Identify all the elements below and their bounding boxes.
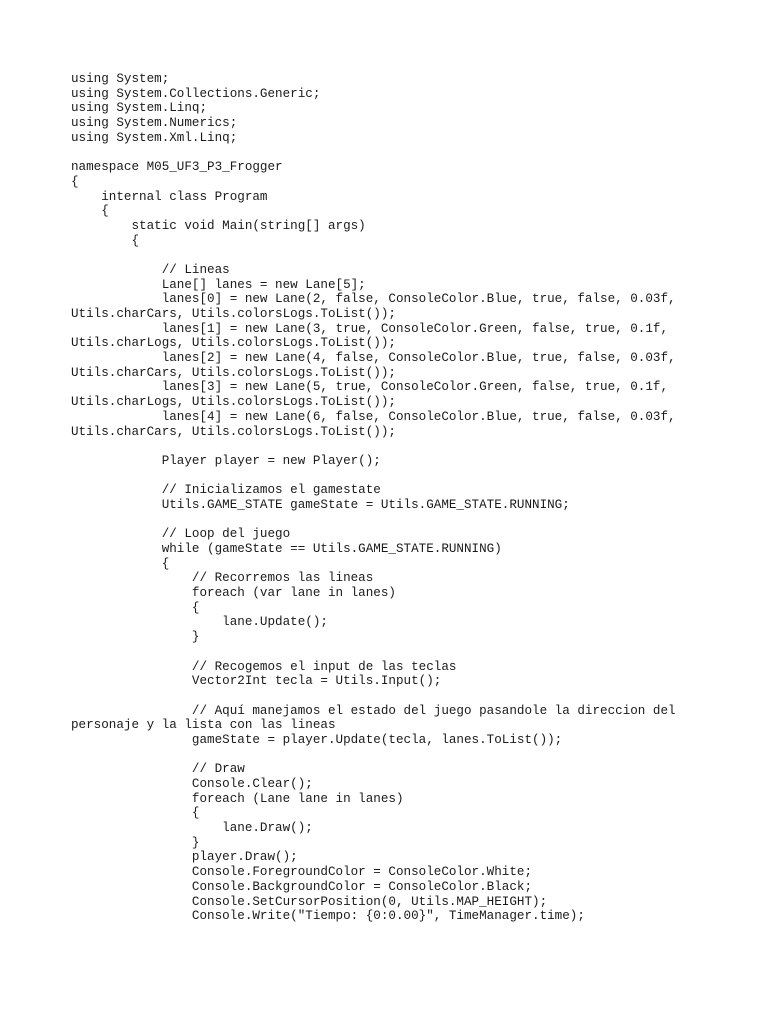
code-line (71, 689, 731, 704)
code-line: lane.Update(); (71, 615, 328, 630)
code-line (71, 248, 731, 263)
code-line: using System; (71, 72, 170, 86)
code-line: static void Main(string[] args) (71, 218, 366, 233)
code-line: foreach (var lane in lanes) (71, 586, 396, 601)
code-line: namespace M05_UF3_P3_Frogger (71, 160, 283, 175)
code-line: using System.Collections.Generic; (71, 86, 321, 101)
code-line: lanes[3] = new Lane(5, true, ConsoleColor.Green, false, true, 0.1f, (71, 380, 669, 395)
code-line: Vector2Int tecla = Utils.Input(); (71, 674, 442, 689)
code-line: lanes[4] = new Lane(6, false, ConsoleColor.Blue, true, false, 0.03f, (71, 409, 676, 424)
code-line: Console.Write("Tiempo: {0:0.00}", TimeManager.time); (71, 909, 585, 924)
code-line: // Draw (71, 762, 245, 777)
code-line: // Recorremos las lineas (71, 571, 374, 586)
code-line: // Loop del juego (71, 527, 291, 542)
code-line (71, 469, 731, 484)
code-line: { (71, 174, 79, 189)
code-line: Console.ForegroundColor = ConsoleColor.White; (71, 865, 533, 880)
code-line: lane.Draw(); (71, 821, 313, 836)
code-line: personaje y la lista con las lineas (71, 718, 336, 733)
code-line: // Lineas (71, 262, 230, 277)
code-line: } (71, 630, 200, 645)
code-line: Player player = new Player(); (71, 453, 381, 468)
code-line: Utils.charCars, Utils.colorsLogs.ToList()); (71, 424, 396, 439)
code-line: Utils.charCars, Utils.colorsLogs.ToList()); (71, 307, 396, 321)
code-line: Console.BackgroundColor = ConsoleColor.Black; (71, 879, 533, 894)
code-block (71, 72, 731, 924)
code-line: lanes[2] = new Lane(4, false, ConsoleColor.Blue, true, false, 0.03f, (71, 351, 676, 366)
code-line (71, 439, 731, 454)
code-line (71, 145, 731, 160)
code-line: // Aquí manejamos el estado del juego pasandole la direccion del (71, 703, 676, 718)
code-line: player.Draw(); (71, 850, 298, 865)
code-line: while (gameState == Utils.GAME_STATE.RUNNING) (71, 542, 502, 556)
code-line: gameState = player.Update(tecla, lanes.ToList()); (71, 732, 563, 747)
code-line: using System.Numerics; (71, 116, 238, 131)
code-line: Utils.charLogs, Utils.colorsLogs.ToList()); (71, 395, 396, 410)
code-line (71, 513, 731, 528)
code-line: Utils.charLogs, Utils.colorsLogs.ToList()); (71, 336, 396, 351)
code-line: Console.Clear(); (71, 777, 313, 791)
code-line (71, 645, 731, 660)
code-line: { (71, 233, 140, 248)
code-line: lanes[1] = new Lane(3, true, ConsoleColor.Green, false, true, 0.1f, (71, 321, 669, 336)
code-line: } (71, 835, 200, 850)
code-line: // Recogemos el input de las teclas (71, 659, 457, 674)
code-line: Utils.GAME_STATE gameState = Utils.GAME_STATE.RUNNING; (71, 497, 570, 512)
code-line: { (71, 204, 109, 219)
code-line: // Inicializamos el gamestate (71, 483, 381, 498)
code-line: { (71, 806, 200, 821)
code-line: Utils.charCars, Utils.colorsLogs.ToList()); (71, 365, 396, 380)
code-line (71, 748, 731, 763)
code-line: { (71, 600, 200, 615)
code-line: Console.SetCursorPosition(0, Utils.MAP_HEIGHT); (71, 894, 548, 909)
code-line: lanes[0] = new Lane(2, false, ConsoleColor.Blue, true, false, 0.03f, (71, 292, 676, 307)
code-line: internal class Program (71, 189, 268, 204)
code-line: { (71, 556, 170, 571)
code-line: using System.Xml.Linq; (71, 130, 238, 145)
code-line: foreach (Lane lane in lanes) (71, 791, 404, 806)
code-line: Lane[] lanes = new Lane[5]; (71, 277, 366, 292)
code-line: using System.Linq; (71, 101, 208, 116)
